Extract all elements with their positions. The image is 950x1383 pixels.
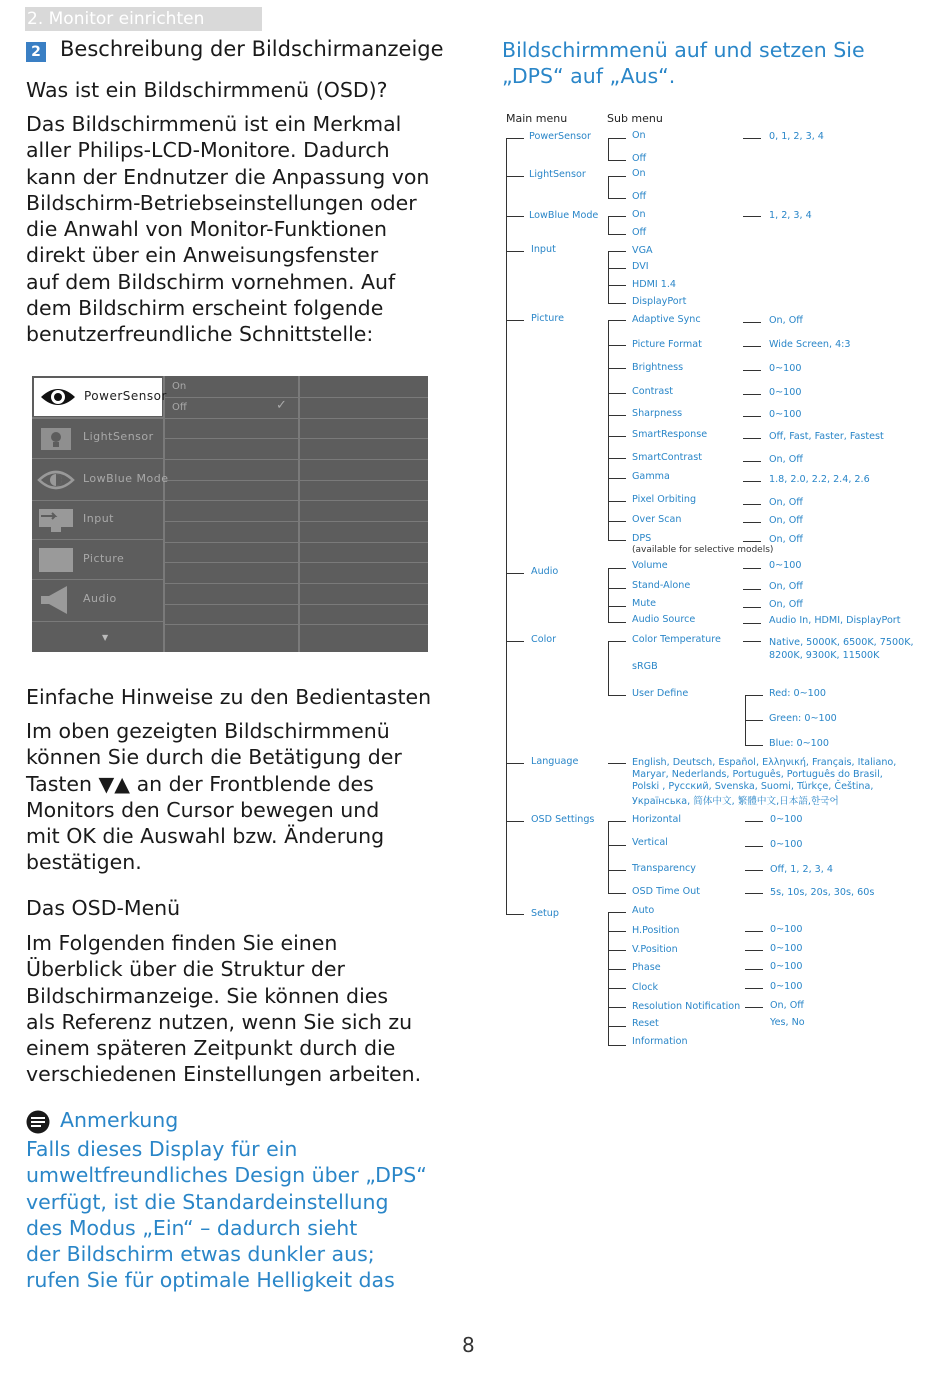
tips-heading: Einfache Hinweise zu den Bedientasten xyxy=(26,685,432,709)
eye-icon xyxy=(39,383,77,411)
tree-main-lowblue: LowBlue Mode xyxy=(529,210,599,221)
tree-main-osd-settings: OSD Settings xyxy=(531,814,595,825)
osd-question-heading: Was ist ein Bildschirmmenü (OSD)? xyxy=(26,78,388,102)
sub-menu-header: Sub menu xyxy=(607,112,663,125)
osd-item-lightsensor[interactable]: LightSensor xyxy=(32,419,163,457)
page-number: 8 xyxy=(462,1333,475,1357)
osd-item-lowblue[interactable]: LowBlue Mode xyxy=(32,461,163,499)
speaker-icon xyxy=(37,586,75,614)
intro-paragraph: Das Bildschirmmenü ist ein Merkmal aller Philips-LCD-Monitore. Dadurch kann der Endnutzer die Anpassung von Bildschirm-Betriebseinstellungen oder die Anwahl von Monitor-Funktionen direkt über ein Anweisungsfenster auf dem Bildschirm vornehmen. Auf dem Bildschirm erscheint folgende benutzerfreundliche Schnittstelle: xyxy=(26,112,430,347)
main-menu-header: Main menu xyxy=(506,112,568,125)
picture-icon xyxy=(37,546,75,574)
tree-main-lightsensor: LightSensor xyxy=(529,169,586,180)
tree-main-setup: Setup xyxy=(531,908,559,919)
heading-number-badge: 2 xyxy=(26,42,46,62)
tree-main-powersensor: PowerSensor xyxy=(529,131,591,142)
note-continued: Bildschirmmenü auf und setzen Sie „DPS“ auf „Aus“. xyxy=(502,38,865,89)
tree-main-input: Input xyxy=(531,244,556,255)
osd-menu-paragraph: Im Folgenden finden Sie einen Überblick über die Struktur der Bildschirmanzeige. Sie können dies als Referenz nutzen, wenn Sie sich zu einem späteren Zeitpunkt durch die verschiedenen Einstellungen arbeiten. xyxy=(26,931,422,1087)
osd-menu-heading: Das OSD-Menü xyxy=(26,896,181,920)
osd-item-input[interactable]: Input xyxy=(32,501,163,539)
section-title: 2. Monitor einrichten xyxy=(25,7,262,31)
osd-item-powersensor[interactable]: PowerSensor xyxy=(34,378,162,416)
osd-sub-on[interactable]: On xyxy=(172,381,187,392)
osd-item-picture[interactable]: Picture xyxy=(32,541,163,579)
tree-main-color: Color xyxy=(531,634,557,645)
light-sensor-icon xyxy=(37,424,75,452)
checkmark-icon: ✓ xyxy=(276,398,287,413)
lowblue-eye-icon xyxy=(37,466,75,494)
note-icon xyxy=(26,1110,50,1134)
osd-item-audio[interactable]: Audio xyxy=(32,581,163,619)
tree-main-audio: Audio xyxy=(531,566,559,577)
osd-sub-off[interactable]: Off xyxy=(172,402,187,413)
tree-main-picture: Picture xyxy=(531,313,564,324)
osd-menu-tree: Main menu Sub menu PowerSensor On Off 0, 1, 2, 3, 4 LightSensor On Off LowBlue Mode On Off 1, 2, 3, 4 Input VGA DVI HDMI 1.4 DisplayPort Picture Adaptive Sync Picture Format Brightness Contrast Sharpness SmartResponse SmartContrast Gamma Pixel Orbiting Over Scan DPS (available for selective models) On, Off Wide Screen, 4:3 0~100 0~100 0~100 Off, Fast, Faster, Fastest On, Off 1.8, 2.0, 2.2, 2.4, 2.6 On, Off On, Off On, Off Audio Volume Stand-Alone Mute Audio Source 0~100 On, Off On, Off Audio In, HDMI, DisplayPort Color Color Temperature sRGB User Define Native, 5000K, 6500K, 7500K, 8200K, 9300K, 11500K Red: 0~100 Green: 0~100 Blue: 0~100 Language English, Deutsch, Español, Ελληνική, Français, Italiano, Maryar, Nederlands, Português, Português do Brasil, Polski , Русский, Svenska, Suomi, Türkçe, Čeština, Українська, 简体中文, 繁體中文,日本語,한국어 OSD Settings Horizontal Vertical Transparency OSD Time Out 0~100 0~100 Off, 1, 2, 3, 4 5s, 10s, 20s, 30s, 60s Setup Auto H.Position V.Position Phase Clock Resolution Notification Reset Information 0~100 0~100 0~100 0~100 On, Off Yes, No xyxy=(506,112,914,1047)
tree-main-language: Language xyxy=(531,756,579,767)
input-icon xyxy=(37,506,75,534)
osd-screenshot xyxy=(32,376,428,652)
more-arrow-icon[interactable]: ▼ xyxy=(102,633,109,642)
heading-title: Beschreibung der Bildschirmanzeige xyxy=(60,37,444,61)
note-paragraph: Falls dieses Display für ein umweltfreundliches Design über „DPS“ verfügt, ist die Standardeinstellung des Modus „Ein“ – dadurch sieht der Bildschirm etwas dunkler aus; rufen Sie für optimale Helligkeit das xyxy=(26,1137,427,1293)
tips-paragraph: Im oben gezeigten Bildschirmmenü können Sie durch die Betätigung der Tasten ▼▲ an der Frontblende des Monitors den Cursor bewegen und mit OK die Auswahl bzw. Änderung bestätigen. xyxy=(26,719,402,875)
note-title: Anmerkung xyxy=(60,1108,179,1132)
